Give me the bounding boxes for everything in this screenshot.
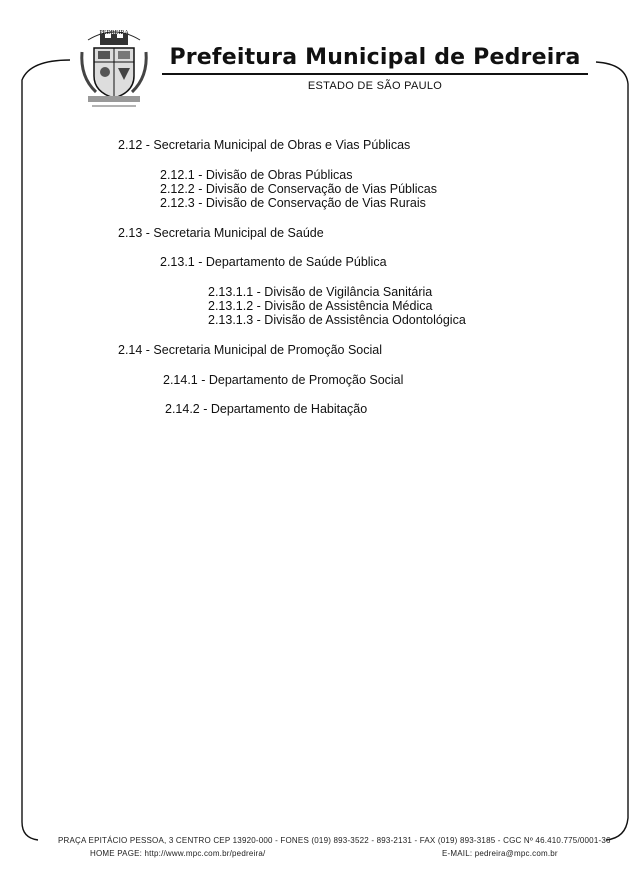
footer-address: PRAÇA EPITÁCIO PESSOA, 3 CENTRO CEP 13920-000 - FONES (019) 893-3522 - 893-2131 - FAX (019) 893-3185 - CGC Nº 46.410.775/0001-36 bbox=[58, 836, 611, 845]
municipal-crest bbox=[78, 22, 150, 110]
page-title: Prefeitura Municipal de Pedreira bbox=[169, 45, 581, 70]
list-item: 2.13 - Secretaria Municipal de Saúde bbox=[118, 226, 324, 240]
list-item: 2.14 - Secretaria Municipal de Promoção Social bbox=[118, 343, 383, 357]
crest-emblem-icon bbox=[78, 22, 150, 110]
list-item: 2.12.2 - Divisão de Conservação de Vias Públicas bbox=[160, 182, 438, 196]
list-item: 2.12 - Secretaria Municipal de Obras e Vias Públicas bbox=[118, 138, 411, 152]
footer-homepage[interactable]: HOME PAGE: http://www.mpc.com.br/pedreira/ bbox=[90, 849, 266, 858]
list-item: 2.13.1 - Departamento de Saúde Pública bbox=[160, 255, 387, 269]
crest-motto: PEDREIRA bbox=[99, 30, 129, 36]
list-item: 2.13.1.2 - Divisão de Assistência Médica bbox=[208, 299, 433, 313]
list-item: 2.13.1.3 - Divisão de Assistência Odontológica bbox=[208, 313, 466, 327]
page-subtitle: ESTADO DE SÃO PAULO bbox=[307, 80, 443, 92]
footer-email[interactable]: E-MAIL: pedreira@mpc.com.br bbox=[442, 849, 558, 858]
header-divider bbox=[162, 73, 588, 75]
list-item: 2.14.2 - Departamento de Habitação bbox=[165, 402, 368, 416]
list-item: 2.13.1.1 - Divisão de Vigilância Sanitária bbox=[208, 285, 433, 299]
list-item: 2.14.1 - Departamento de Promoção Social bbox=[163, 373, 404, 387]
list-item: 2.12.3 - Divisão de Conservação de Vias Rurais bbox=[160, 196, 426, 210]
list-item: 2.12.1 - Divisão de Obras Públicas bbox=[160, 168, 353, 182]
